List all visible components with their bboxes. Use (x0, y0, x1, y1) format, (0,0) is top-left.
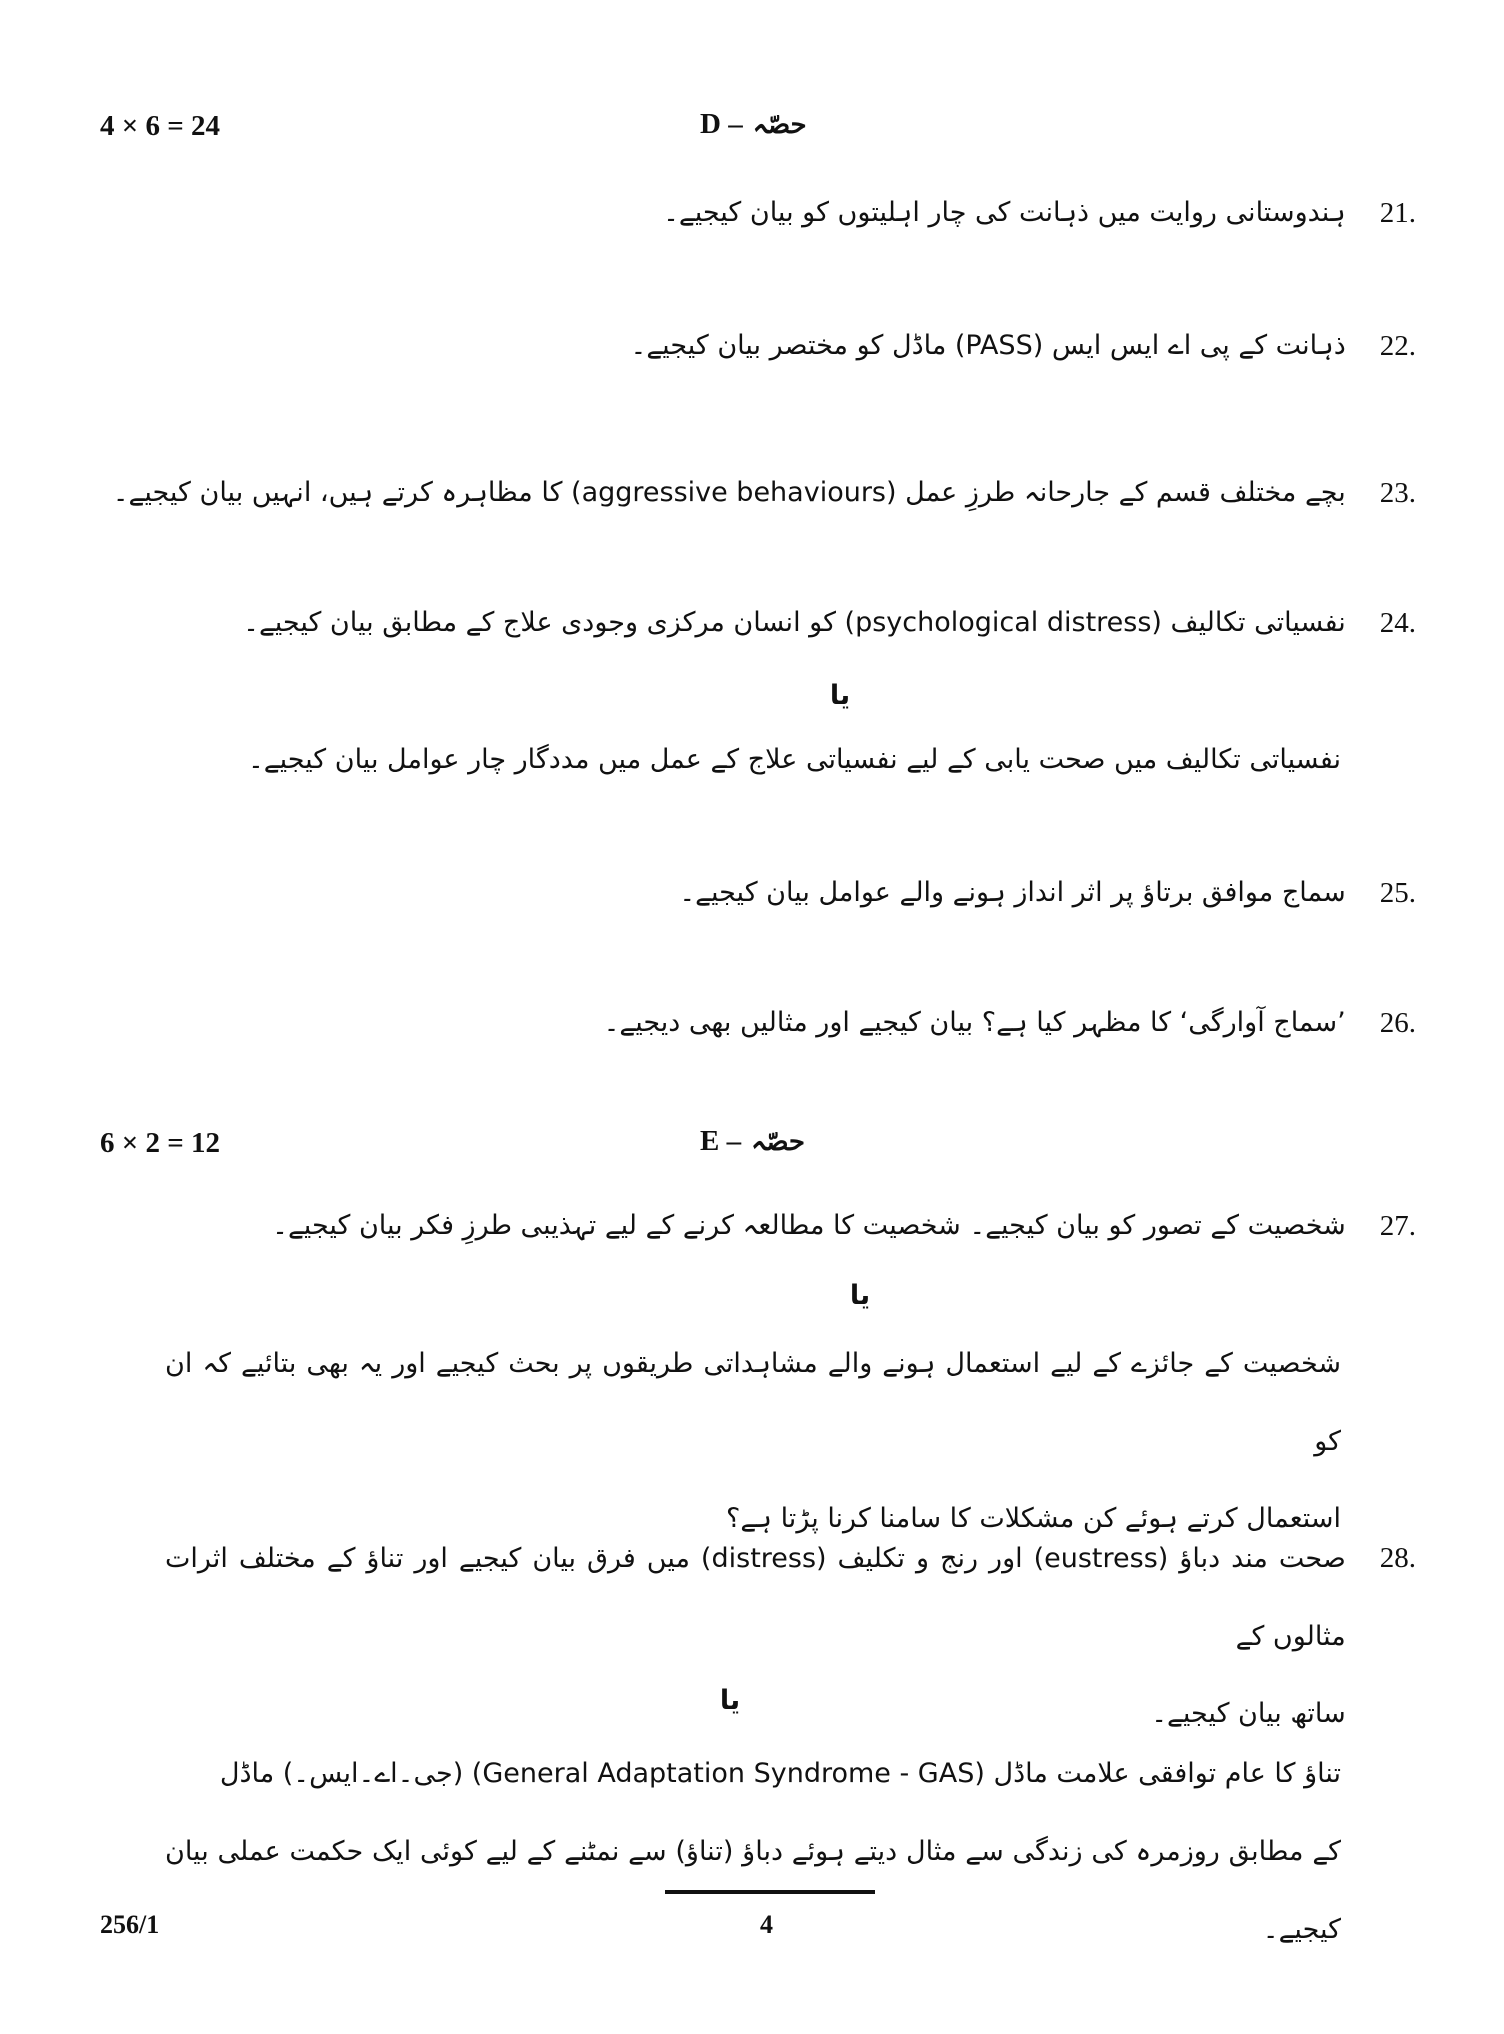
paper-code: 256/1 (100, 1910, 160, 1939)
or-separator: یا (849, 1280, 871, 1311)
question-text: نفسیاتی تکالیف (psychological distress) کو انسان مرکزی وجودی علاج کے مطابق بیان کیجیے۔ (243, 607, 1346, 638)
question-line: ساتھ بیان کیجیے۔ (1151, 1698, 1346, 1729)
question-number: 26. (1379, 1006, 1416, 1039)
question-22 (631, 308, 1416, 384)
question-text: سماج موافق برتاؤ پر اثر انداز ہونے والے عوامل بیان کیجیے۔ (679, 877, 1346, 908)
section-d-letter: D – (700, 108, 743, 140)
section-e-heading (700, 1125, 805, 1158)
question-23 (113, 455, 1416, 531)
question-text (165, 1520, 1346, 1752)
question-26 (604, 985, 1416, 1061)
or-separator: یا (829, 680, 851, 711)
question-21 (663, 175, 1416, 251)
question-number: 24. (1379, 606, 1416, 639)
question-number: 23. (1379, 476, 1416, 509)
question-text: بچے مختلف قسم کے جارحانہ طرزِ عمل (aggressive behaviours) کا مظاہرہ کرتے ہیں، انہیں بیان کیجیے۔ (112, 477, 1346, 508)
question-text: شخصیت کے تصور کو بیان کیجیے۔ شخصیت کا مطالعہ کرنے کے لیے تہذیبی طرزِ فکر بیان کیجیے۔ (272, 1210, 1346, 1241)
section-e-letter: E – (700, 1125, 742, 1157)
question-24-alternative: نفسیاتی تکالیف میں صحت یابی کے لیے نفسیاتی علاج کے عمل میں مددگار چار عوامل بیان کیجیے۔ (247, 744, 1341, 775)
question-number: 28. (1379, 1542, 1416, 1574)
question-25 (679, 855, 1416, 931)
question-28-alternative (165, 1735, 1341, 1969)
section-d-marks: 4 × 6 = 24 (100, 110, 221, 142)
page-number: 4 (760, 1910, 773, 1939)
question-27 (272, 1188, 1416, 1264)
alternative-line: کے مطابق روزمرہ کی زندگی سے مثال دیتے ہوئے دباؤ (تناؤ) سے نمٹنے کے لیے کوئی ایک حکمت عملی بیان کیجیے۔ (165, 1836, 1341, 1945)
alternative-line: تناؤ کا عام توافقی علامت ماڈل (General Adaptation Syndrome - GAS) (جی۔اے۔ایس۔) ماڈل (219, 1758, 1341, 1789)
question-number: 27. (1379, 1209, 1416, 1242)
section-e-label: حصّہ (751, 1126, 805, 1157)
question-text: ’سماج آوارگی‘ کا مظہر کیا ہے؟ بیان کیجیے اور مثالیں بھی دیجیے۔ (603, 1007, 1346, 1038)
question-24 (243, 585, 1416, 661)
question-number: 25. (1379, 876, 1416, 909)
alternative-line: استعمال کرتے ہوئے کن مشکلات کا سامنا کرنا پڑتا ہے؟ (726, 1503, 1341, 1534)
alternative-line: شخصیت کے جائزے کے لیے استعمال ہونے والے مشاہداتی طریقوں پر بحث کیجیے اور یہ بھی بتائیے کہ ان کو (165, 1348, 1341, 1457)
section-e-marks: 6 × 2 = 12 (100, 1127, 221, 1159)
or-separator: یا (719, 1685, 741, 1716)
section-d-label: حصّہ (752, 109, 807, 140)
question-number: 22. (1379, 329, 1416, 362)
footer-rule (665, 1890, 875, 1894)
section-d-heading (700, 108, 807, 141)
question-text: ذہانت کے پی اے ایس ایس (PASS) ماڈل کو مختصر بیان کیجیے۔ (630, 330, 1346, 361)
question-text: ہندوستانی روایت میں ذہانت کی چار اہلیتوں کو بیان کیجیے۔ (663, 197, 1346, 228)
question-line: صحت مند دباؤ (eustress) اور رنج و تکلیف (distress) میں فرق بیان کیجیے اور تناؤ کے مختلف اثرات مثالوں کے (165, 1543, 1346, 1652)
question-28 (165, 1520, 1416, 1752)
question-number: 21. (1379, 196, 1416, 229)
